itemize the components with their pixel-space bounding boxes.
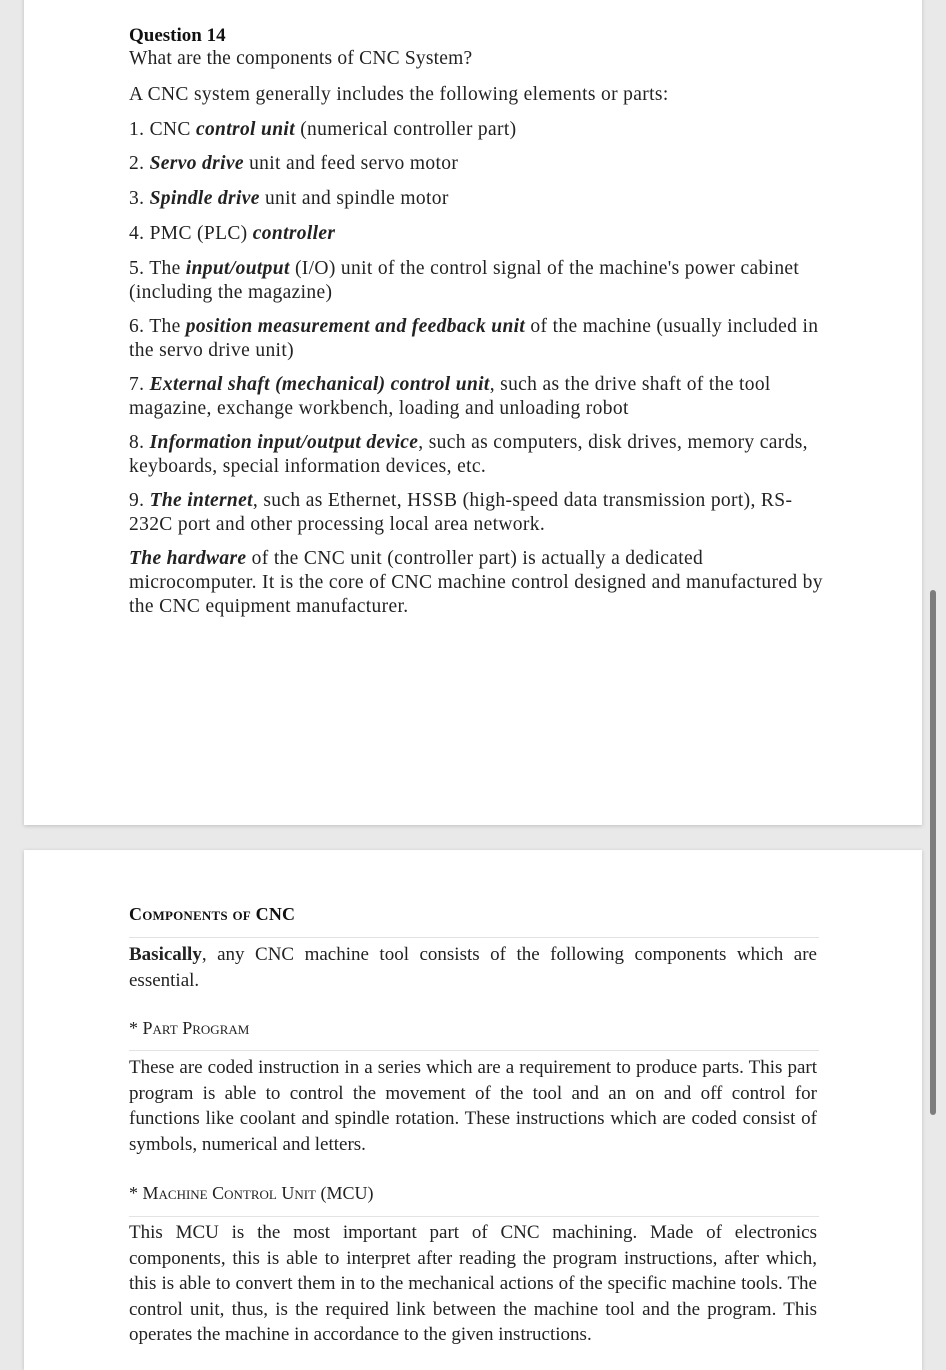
divider	[129, 937, 819, 938]
section-title: Components of CNC	[129, 904, 296, 924]
question-title: Question 14	[129, 25, 226, 46]
subsection-title-mcu: * Machine Control Unit (MCU)	[129, 1183, 374, 1203]
part-program-paragraph: These are coded instruction in a series which are a requirement to produce parts. This part program is able to control the movement of the tool and an on and off control for functions like coolant and spindle rotation. These instructions which are coded consist of symbols, numerical and letters.	[129, 1057, 817, 1155]
divider	[129, 1216, 819, 1217]
answer-intro: A CNC system generally includes the following elements or parts:	[129, 84, 669, 105]
list-item: 7. External shaft (mechanical) control unit, such as the drive shaft of the tool magazine, exchange workbench, loading and unloading robot	[129, 374, 771, 419]
mcu-paragraph: This MCU is the most important part of CNC machining. Made of electronics components, this is able to interpret after reading the program instructions, after which, this is able to convert them in to the mechanical actions of the specific machine tools. The control unit, thus, is the required link between the machine tool and the program. This operates the machine in accordance to the given instructions.	[129, 1222, 817, 1345]
section-intro: Basically, any CNC machine tool consists of the following components which are essential.	[129, 944, 817, 991]
page-one	[24, 0, 922, 825]
page-two	[24, 850, 922, 1370]
subsection-title-part-program: * Part Program	[129, 1018, 250, 1038]
list-item: 4. PMC (PLC) controller	[129, 223, 336, 244]
list-item: 8. Information input/output device, such as computers, disk drives, memory cards, keyboards, special information devices, etc.	[129, 432, 808, 477]
list-item: 2. Servo drive unit and feed servo motor	[129, 153, 459, 174]
list-item: 1. CNC control unit (numerical controller part)	[129, 119, 517, 140]
list-item: 3. Spindle drive unit and spindle motor	[129, 188, 449, 209]
list-item: 5. The input/output (I/O) unit of the control signal of the machine's power cabinet (including the magazine)	[129, 258, 800, 303]
list-item: 9. The internet, such as Ethernet, HSSB (high-speed data transmission port), RS-232C port and other processing local area network.	[129, 490, 793, 535]
question-text: What are the components of CNC System?	[129, 48, 473, 69]
divider	[129, 1050, 819, 1051]
list-item: 6. The position measurement and feedback unit of the machine (usually included in the servo drive unit)	[129, 316, 819, 361]
closing-paragraph: The hardware of the CNC unit (controller part) is actually a dedicated microcomputer. It is the core of CNC machine control designed and manufactured by the CNC equipment manufacturer.	[129, 548, 823, 617]
scrollbar-thumb[interactable]	[930, 590, 936, 1115]
